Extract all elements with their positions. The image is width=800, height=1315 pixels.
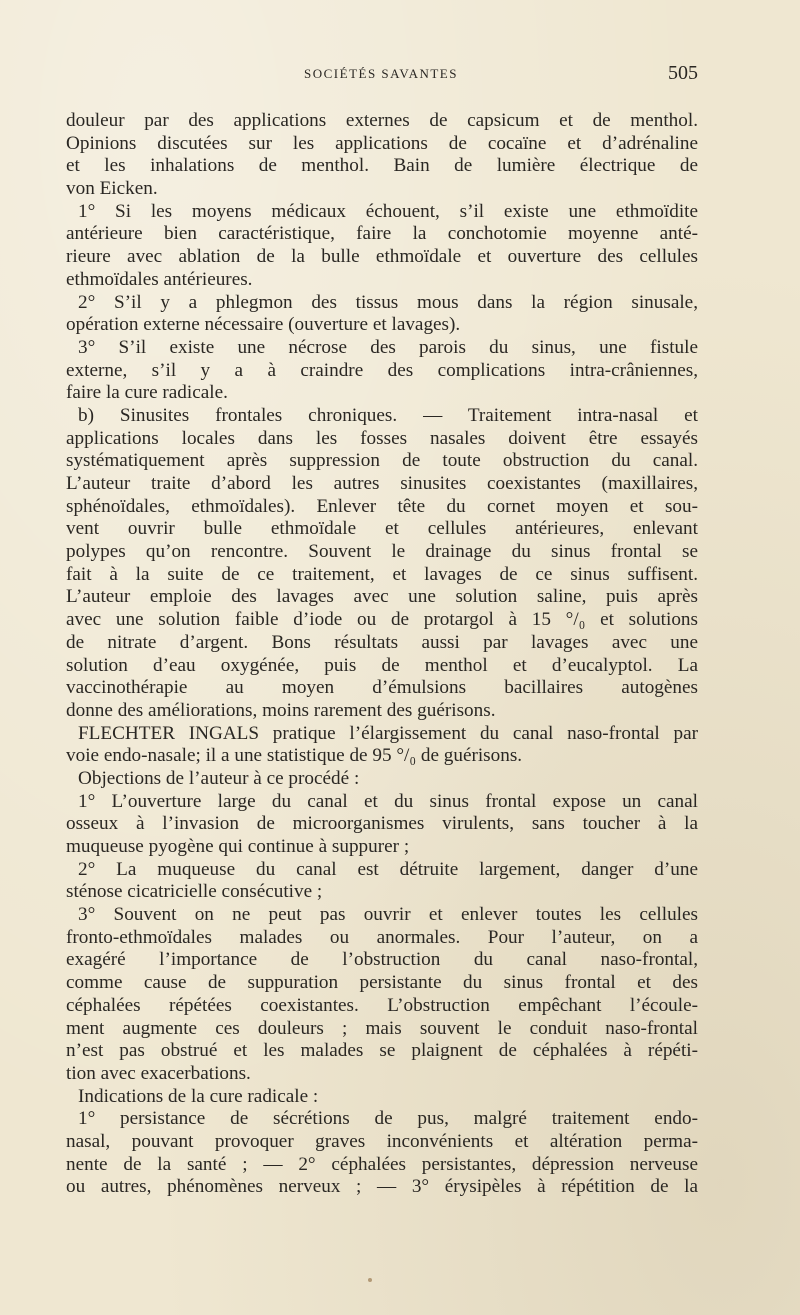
text-line: antérieure bien caractéristique, faire la conchotomie moyenne anté- <box>66 223 698 245</box>
text-line: muqueuse pyogène qui continue à suppurer ; <box>66 836 410 857</box>
page-number: 505 <box>668 62 698 84</box>
running-head: SOCIÉTÉS SAVANTES <box>304 66 458 81</box>
text-line: polypes qu’on rencontre. Souvent le drainage du sinus frontal se <box>66 541 698 563</box>
text-line: et les inhalations de menthol. Bain de lumière électrique de <box>66 155 698 177</box>
text-line: 3° S’il existe une nécrose des parois du sinus, une fistule <box>78 336 698 358</box>
text-line: 3° Souvent on ne peut pas ouvrir et enlever toutes les cellules <box>78 904 698 926</box>
text-line: rieure avec ablation de la bulle ethmoïdale et ouverture des cellules <box>66 246 698 268</box>
text-line: L’auteur traite d’abord les autres sinusites coexistantes (maxillaires, <box>66 473 698 494</box>
ink-speck <box>368 1278 372 1282</box>
text-line: applications locales dans les fosses nasales doivent être essayés <box>66 427 698 449</box>
text-line: externe, s’il y a à craindre des complications intra-crâniennes, <box>66 359 698 381</box>
page-header <box>62 62 700 92</box>
text-line: fait à la suite de ce traitement, et lavages de ce sinus suffisent. <box>66 563 698 585</box>
text-line: faire la cure radicale. <box>66 382 228 404</box>
text-line: vent ouvrir bulle ethmoïdale et cellules antérieures, enlevant <box>66 518 698 540</box>
text-line: 2° La muqueuse du canal est détruite largement, danger d’une <box>78 858 698 880</box>
text-line: tion avec exacerbations. <box>66 1062 251 1084</box>
text-line: Opinions discutées sur les applications de cocaïne et d’adrénaline <box>66 132 698 154</box>
text-line: exagéré l’importance de l’obstruction du canal naso-frontal, <box>66 949 698 971</box>
text-line: b) Sinusites frontales chroniques. — Traitement intra-nasal et <box>78 404 698 426</box>
text-line: 1° L’ouverture large du canal et du sinus frontal expose un canal <box>78 790 698 812</box>
text-line: sphénoïdales, ethmoïdales). Enlever tête du cornet moyen et sou- <box>66 495 698 517</box>
text-line: 2° S’il y a phlegmon des tissus mous dans la région sinusale, <box>78 291 698 313</box>
text-line: fronto-ethmoïdales malades ou anormales. Pour l’auteur, on a <box>66 926 698 948</box>
text-line: n’est pas obstrué et les malades se plaignent de céphalées à répéti- <box>66 1040 698 1062</box>
text-line: voie endo-nasale; il a une statistique de 95 °/₀ de guérisons. <box>66 745 523 767</box>
text-line: nasal, pouvant provoquer graves inconvénients et altération perma- <box>66 1130 698 1152</box>
text-line: avec une solution faible d’iode ou de protargol à 15 °/₀ et solutions <box>66 609 698 631</box>
text-line: nente de la santé ; — 2° céphalées persistantes, dépression nerveuse <box>66 1153 698 1175</box>
text-line: ment augmente ces douleurs ; mais souvent le conduit naso-frontal <box>66 1017 698 1039</box>
text-line: ethmoïdales antérieures. <box>66 268 253 290</box>
text-line: von Eicken. <box>66 178 158 200</box>
text-line: de nitrate d’argent. Bons résultats aussi par lavages avec une <box>66 631 698 653</box>
body-text <box>66 110 698 1199</box>
text-line: donne des améliorations, moins rarement des guérisons. <box>66 699 496 721</box>
text-line: 1° Si les moyens médicaux échouent, s’il existe une ethmoïdite <box>78 200 698 222</box>
text-line: opération externe nécessaire (ouverture et lavages). <box>66 314 461 336</box>
text-line: FLECHTER INGALS pratique l’élargissement du canal naso-frontal par <box>78 722 698 744</box>
text-line: L’auteur emploie des lavages avec une solution saline, puis après <box>66 586 698 608</box>
text-line: Indications de la cure radicale : <box>78 1085 319 1107</box>
text-line: sténose cicatricielle consécutive ; <box>66 881 323 903</box>
text-line: comme cause de suppuration persistante du sinus frontal et des <box>66 972 698 994</box>
text-line: 1° persistance de sécrétions de pus, malgré traitement endo- <box>78 1108 698 1130</box>
text-line: douleur par des applications externes de capsicum et de menthol. <box>66 110 698 131</box>
text-line: osseux à l’invasion de microorganismes virulents, sans toucher à la <box>66 813 698 835</box>
text-line: systématiquement après suppression de toute obstruction du canal. <box>66 450 698 472</box>
text-line: Objections de l’auteur à ce procédé : <box>78 767 360 789</box>
text-line: solution d’eau oxygénée, puis de menthol et d’eucalyptol. La <box>66 654 698 676</box>
text-line: vaccinothérapie au moyen d’émulsions bacillaires autogènes <box>66 677 698 699</box>
text-line: ou autres, phénomènes nerveux ; — 3° érysipèles à répétition de la <box>66 1176 698 1198</box>
text-line: céphalées répétées coexistantes. L’obstruction empêchant l’écoule- <box>66 994 698 1016</box>
